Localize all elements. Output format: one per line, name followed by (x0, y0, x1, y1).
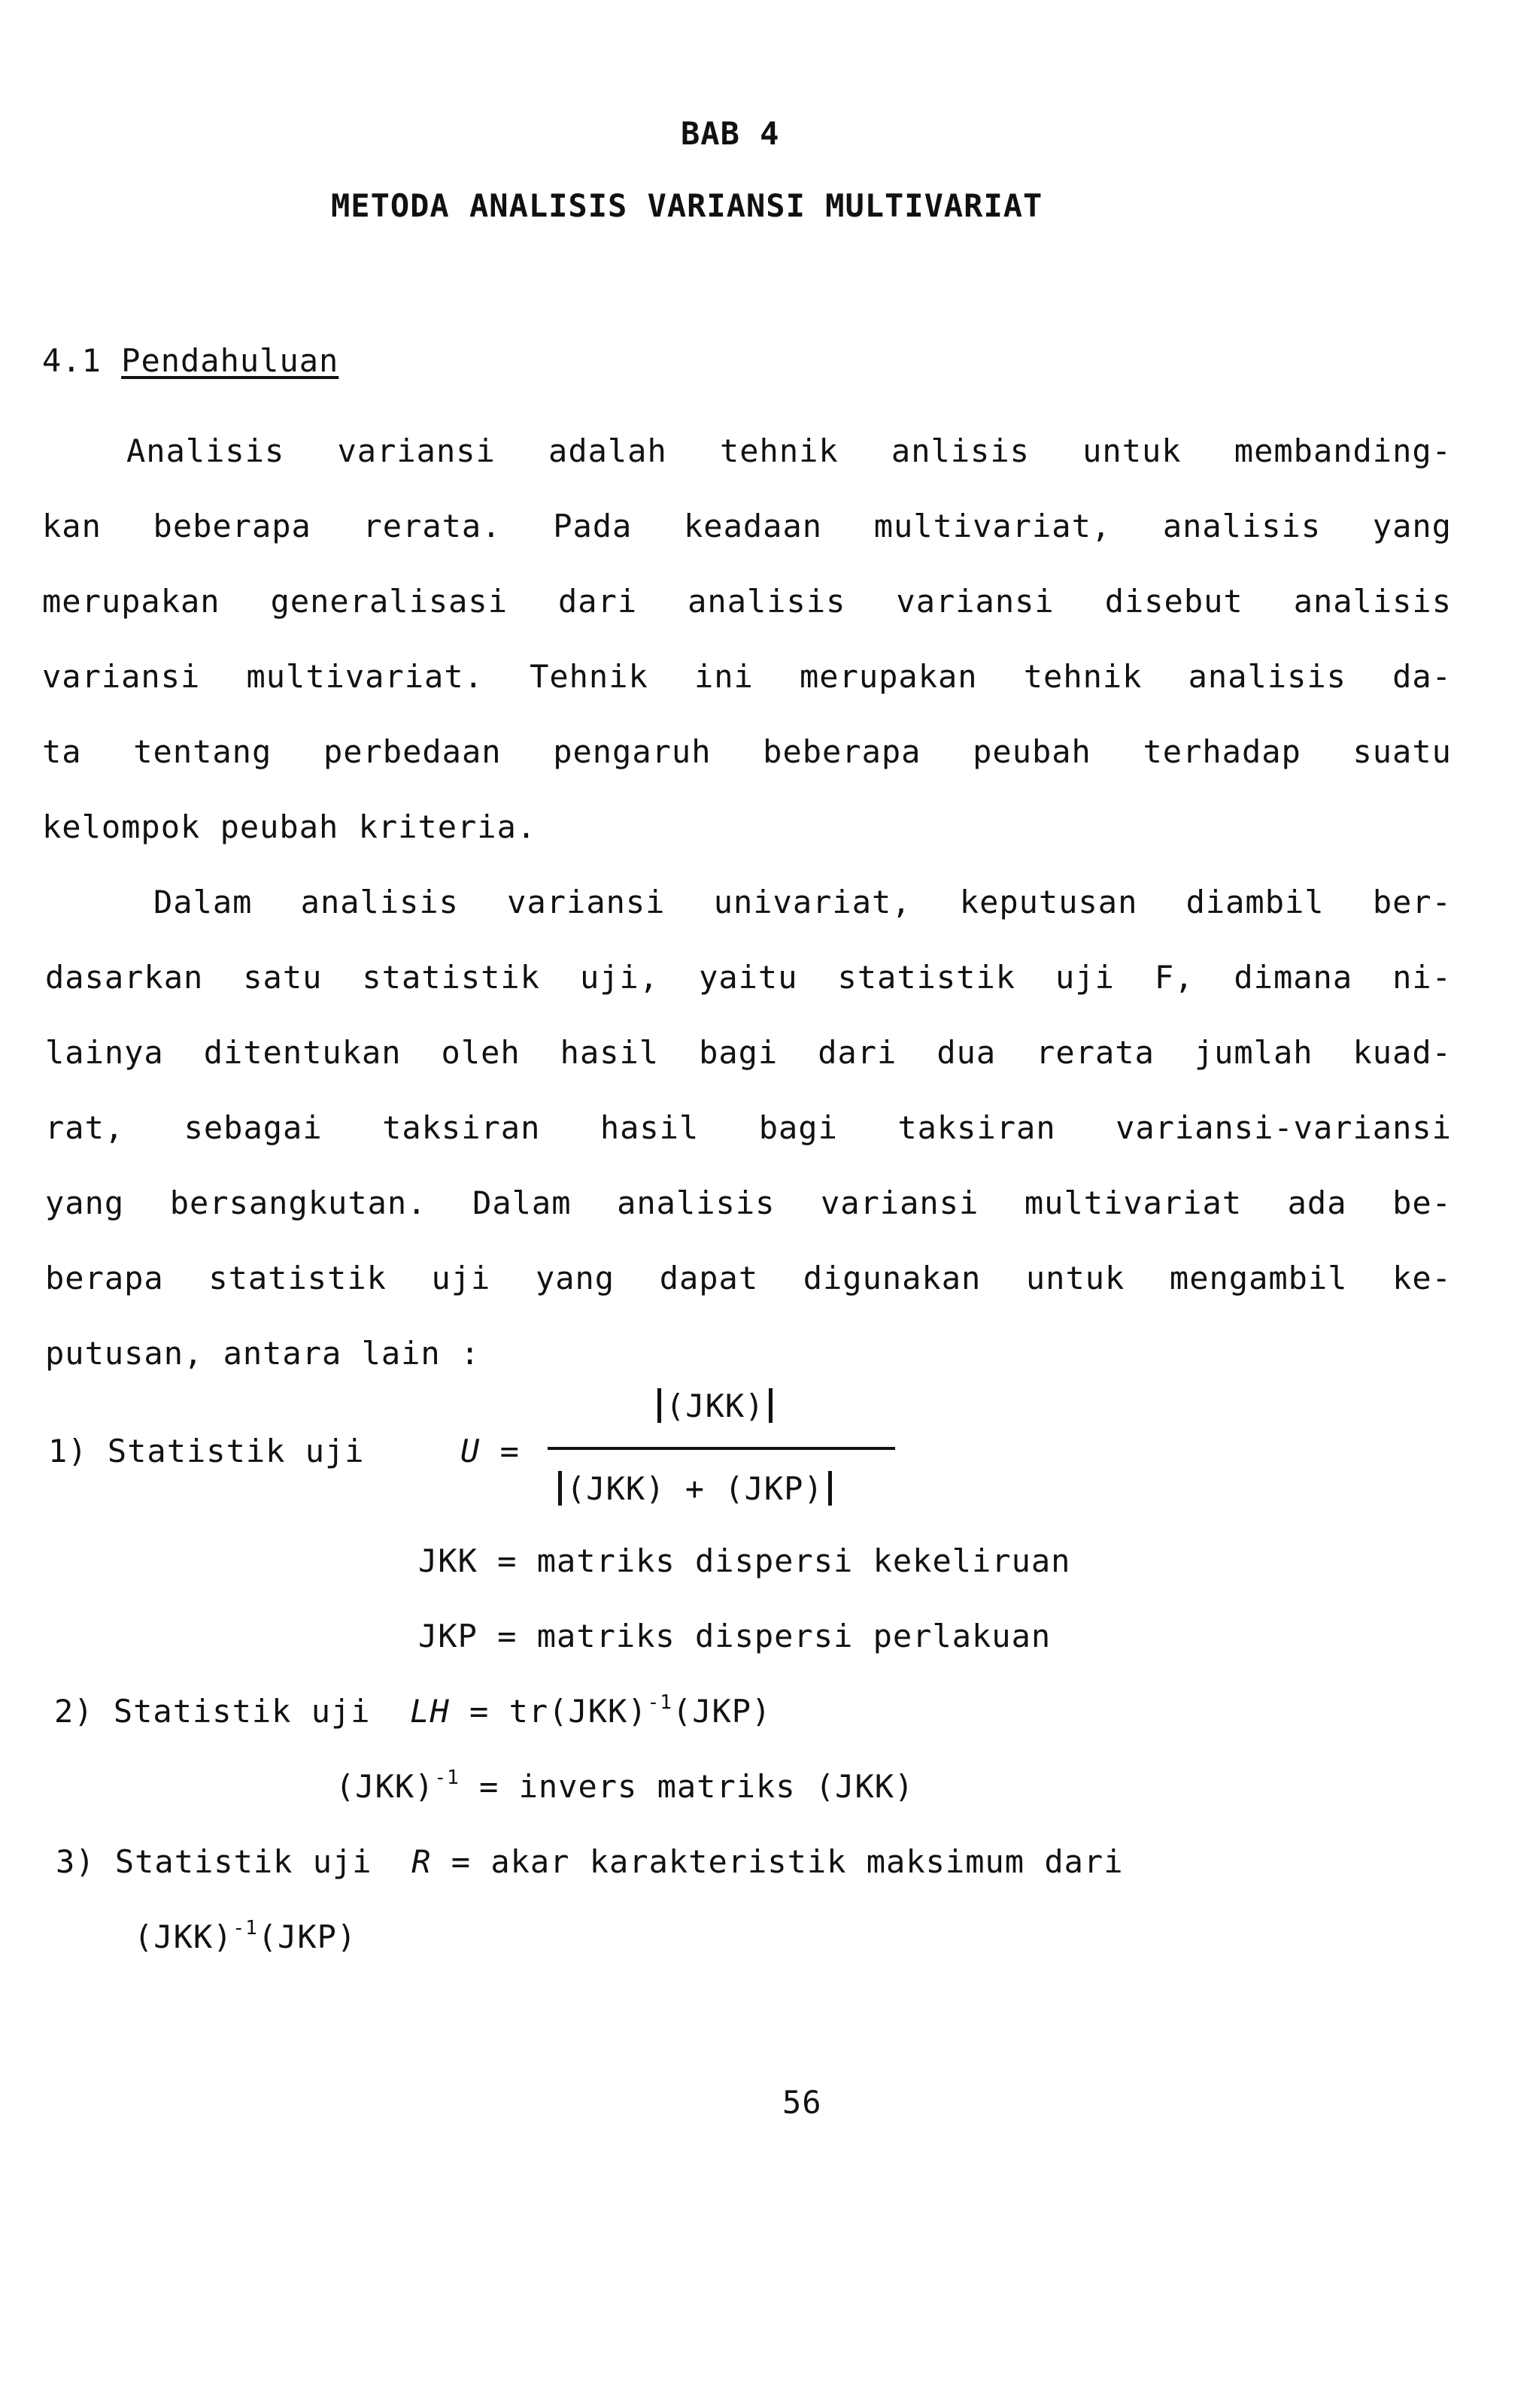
word: jumlah (1194, 1034, 1313, 1071)
word: hasil (600, 1109, 700, 1146)
page-number: 56 (782, 2084, 822, 2121)
section-heading (42, 340, 338, 382)
paragraph2-line-7: putusan, antara lain : (45, 1335, 481, 1372)
word: da- (1392, 658, 1452, 695)
word: taksiran (897, 1109, 1056, 1146)
fraction-bar (548, 1447, 895, 1450)
det-bar-left (657, 1388, 661, 1423)
word: multivariat (1024, 1184, 1243, 1221)
word: dua (936, 1034, 997, 1071)
stat3-expression: (JKK)$^{-1}$(JKP) (134, 1917, 357, 1955)
paragraph1-line-1 (126, 430, 1452, 472)
word: untuk (1082, 432, 1182, 469)
stat1-definition-jkk: JKK = matriks dispersi kekeliruan (418, 1542, 1071, 1579)
section-number: 4.1 (42, 342, 102, 379)
paragraph1-line-5 (42, 731, 1452, 773)
word: keputusan (959, 884, 1138, 920)
word: dari (818, 1034, 897, 1071)
stat2-line: 2) Statistik uji LH = tr(JKK)$^{-1}$(JKP) (54, 1691, 772, 1730)
word: bersangkutan. (169, 1184, 427, 1221)
word: bagi (758, 1109, 838, 1146)
word: statistik (208, 1260, 387, 1296)
word: disebut (1104, 583, 1243, 620)
stat3-line: 3) Statistik uji R = akar karakteristik maksimum dari (56, 1843, 1124, 1880)
word: ditentukan (203, 1034, 402, 1071)
word: bagi (699, 1034, 779, 1071)
word: variansi (821, 1184, 979, 1221)
word: sebagai (184, 1109, 323, 1146)
paragraph2-line-1 (153, 881, 1452, 923)
word: mengambil (1169, 1260, 1348, 1296)
word: Tehnik (530, 658, 648, 695)
word: rerata (1036, 1034, 1155, 1071)
word: analisis (688, 583, 846, 620)
word: perbedaan (323, 733, 502, 770)
word: ta (42, 733, 82, 770)
u-numerator: (JKK) (653, 1385, 777, 1427)
word: digunakan (803, 1260, 982, 1296)
paragraph1-line-4 (42, 656, 1452, 698)
word: analisis (1162, 508, 1322, 544)
word: yang (1372, 508, 1452, 544)
stat2-definition: (JKK)$^{-1}$ = invers matriks (JKK) (335, 1767, 915, 1805)
stat2-label: 2) Statistik uji (54, 1693, 371, 1730)
section-title: Pendahuluan (121, 342, 339, 379)
word: tehnik (719, 432, 839, 469)
word: tehnik (1023, 658, 1143, 695)
word: dimana (1234, 959, 1353, 996)
stat3-label: 3) Statistik uji (56, 1843, 372, 1880)
word: ke- (1392, 1260, 1452, 1296)
word: statistik (362, 959, 540, 996)
word: statistik (837, 959, 1016, 996)
word: Analisis (126, 432, 285, 469)
word: variansi-variansi (1116, 1109, 1452, 1146)
word: berapa (45, 1260, 164, 1296)
stat2-symbol: LH (410, 1693, 450, 1730)
word: anlisis (891, 432, 1030, 469)
word: dari (557, 583, 638, 620)
word: variansi (896, 583, 1055, 620)
stat1-definition-jkp: JKP = matriks dispersi perlakuan (418, 1618, 1052, 1654)
word: merupakan (42, 583, 220, 620)
u-denominator: (JKK) + (JKP) (554, 1468, 836, 1510)
word: uji, (579, 959, 660, 996)
paragraph2-line-2 (45, 957, 1452, 999)
word: kuad- (1352, 1034, 1452, 1071)
word: lainya (45, 1034, 164, 1071)
word: dasarkan (45, 959, 204, 996)
word: adalah (548, 432, 667, 469)
word: satu (243, 959, 323, 996)
word: terhadap (1143, 733, 1301, 770)
word: be- (1392, 1184, 1452, 1221)
word: tentang (133, 733, 272, 770)
word: variansi (42, 658, 201, 695)
stat3-symbol: R (411, 1843, 432, 1880)
word: Dalam (153, 884, 253, 920)
word: analisis (1188, 658, 1346, 695)
paragraph1-line-3 (42, 581, 1452, 623)
word: uji (431, 1260, 491, 1296)
word: yang (535, 1260, 615, 1296)
word: ini (694, 658, 754, 695)
word: multivariat. (246, 658, 484, 695)
word: taksiran (382, 1109, 541, 1146)
word: peubah (973, 733, 1091, 770)
word: hasil (560, 1034, 660, 1071)
word: keadaan (684, 508, 823, 544)
chapter-heading: BAB 4 (681, 115, 780, 152)
word: univariat, (713, 884, 912, 920)
word: beberapa (153, 508, 311, 544)
word: variansi (337, 432, 496, 469)
word: yang (45, 1184, 125, 1221)
word: suatu (1352, 733, 1452, 770)
word: Pada (553, 508, 633, 544)
word: oleh (441, 1034, 521, 1071)
word: dapat (659, 1260, 759, 1296)
det-bar-right (769, 1388, 773, 1423)
det-bar-right (828, 1471, 832, 1506)
word: F, (1154, 959, 1195, 996)
paragraph1-line-2 (42, 505, 1452, 547)
paragraph2-line-6 (45, 1257, 1452, 1300)
word: diambil (1185, 884, 1325, 920)
word: generalisasi (270, 583, 508, 620)
word: ada (1287, 1184, 1347, 1221)
word: pengaruh (553, 733, 712, 770)
word: rat, (45, 1109, 125, 1146)
det-bar-left (558, 1471, 562, 1506)
stat1-label: 1) Statistik uji (48, 1433, 365, 1469)
word: ber- (1372, 884, 1452, 920)
word: analisis (1293, 583, 1452, 620)
word: rerata. (363, 508, 502, 544)
word: kan (42, 508, 102, 544)
stat1-symbol-eq: U = (460, 1433, 520, 1469)
word: membanding- (1234, 432, 1452, 469)
word: Dalam (472, 1184, 572, 1221)
word: beberapa (763, 733, 921, 770)
paragraph2-line-4 (45, 1107, 1452, 1149)
word: variansi (507, 884, 666, 920)
chapter-title: METODA ANALISIS VARIANSI MULTIVARIAT (331, 187, 1043, 224)
paragraph1-line-6: kelompok peubah kriteria. (42, 808, 537, 845)
word: multivariat, (873, 508, 1112, 544)
paragraph2-line-5 (45, 1182, 1452, 1224)
word: analisis (300, 884, 459, 920)
word: uji (1055, 959, 1115, 996)
word: ni- (1392, 959, 1452, 996)
paragraph2-line-3 (45, 1032, 1452, 1074)
word: merupakan (800, 658, 978, 695)
word: analisis (617, 1184, 776, 1221)
word: untuk (1025, 1260, 1125, 1296)
word: yaitu (699, 959, 798, 996)
